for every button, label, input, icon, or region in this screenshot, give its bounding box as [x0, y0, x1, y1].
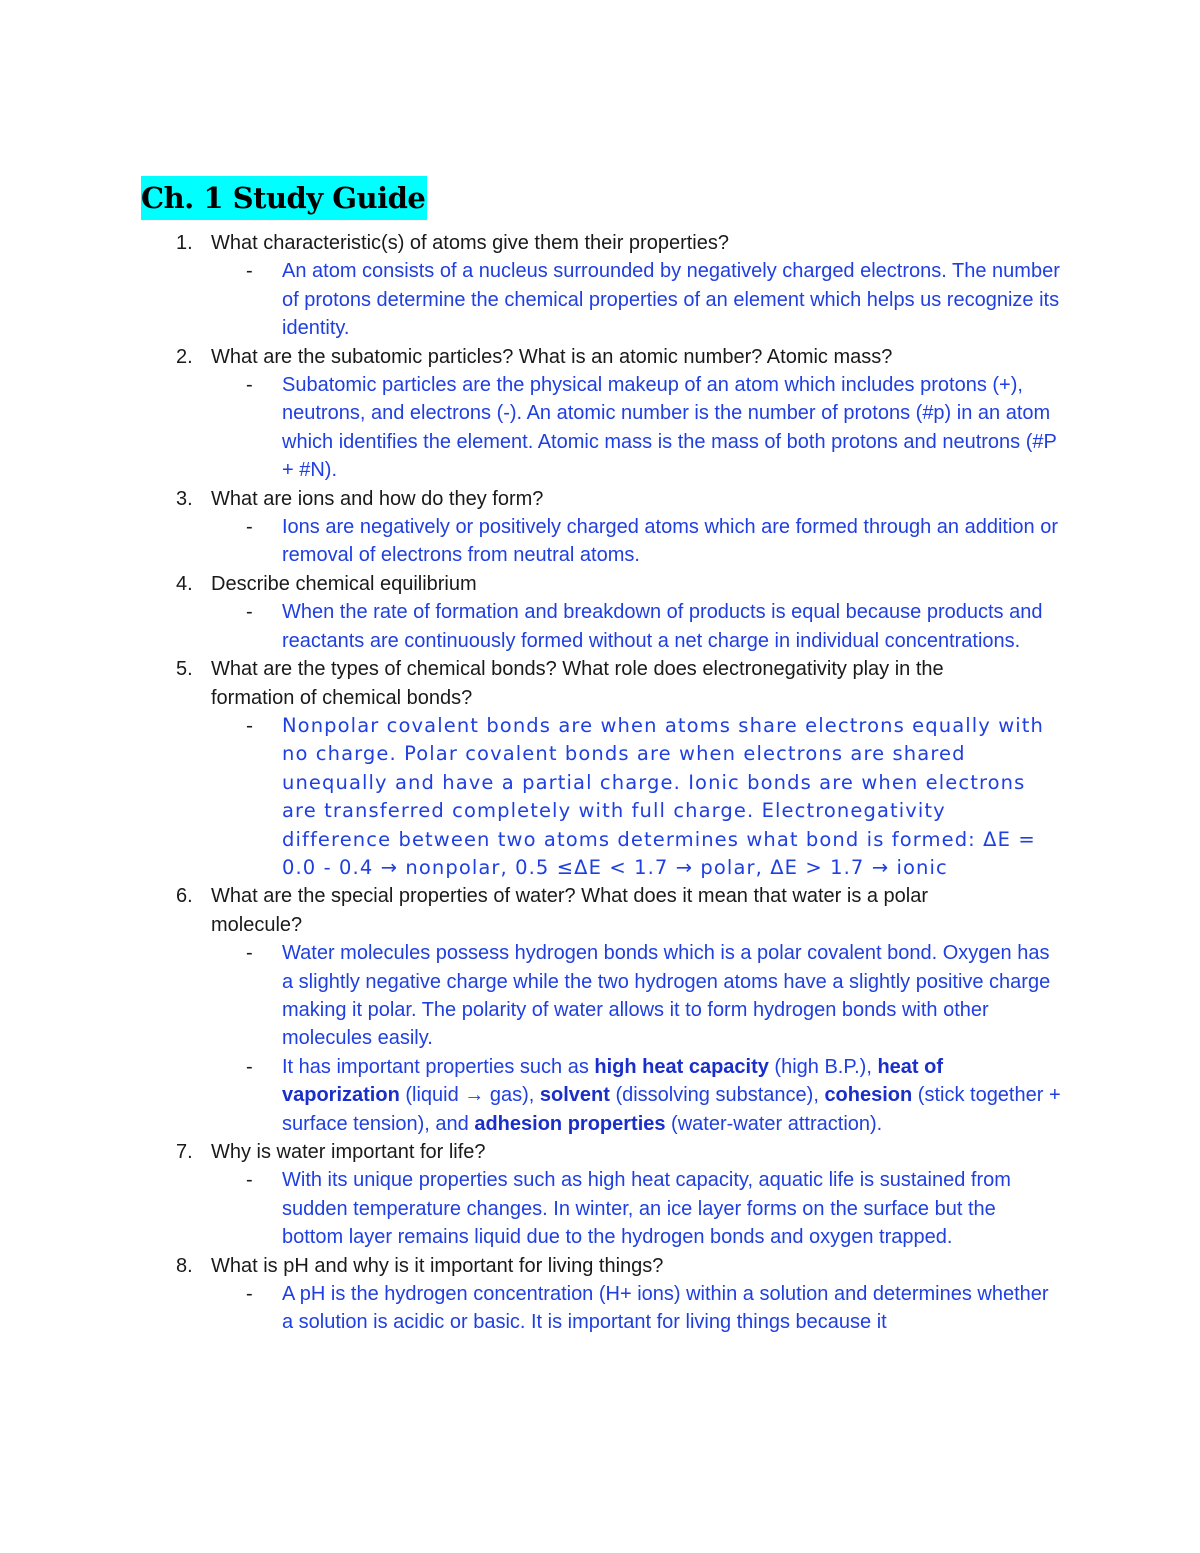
- question-item: [0, 485, 1058, 570]
- keyword-bold: solvent: [539, 1084, 610, 1107]
- question-item: [0, 343, 1057, 485]
- question-item: [0, 570, 1043, 655]
- answer-list: [0, 513, 1200, 570]
- answer-text: An atom consists of a nucleus surrounded by negatively charged electrons. The number of protons determine the chemical properties of an element which helps us recognize its identity.: [282, 260, 1060, 340]
- answer-item: [0, 257, 1062, 342]
- answer-list: [0, 712, 1200, 882]
- question-item: [0, 1138, 1021, 1252]
- keyword-bold: cohesion: [824, 1084, 913, 1107]
- answer-item: [0, 513, 1062, 570]
- answer-text: Nonpolar covalent bonds are when atoms share electrons equally with no charge. Polar covalent bonds are when electrons are shared unequally and have a partial charge. Ionic bonds are when electrons are transferred completely with full charge. Electronegativity difference between two atoms determines what bond is formed: ΔE = 0.0 - 0.4 → nonpolar, 0.5 ≤ΔE < 1.7 → polar, ΔE > 1.7 → ionic: [282, 713, 1044, 879]
- question-text: What are the types of chemical bonds? What role does electronegativity play in the formation of chemical bonds?: [211, 658, 944, 709]
- bullet-dash: -: [246, 1283, 253, 1306]
- question-number: 6.: [176, 885, 193, 908]
- keyword-bold: heat of vaporization: [282, 1055, 944, 1107]
- answer-item: [0, 712, 1062, 882]
- answer-text: Subatomic particles are the physical makeup of an atom which includes protons (+), neutrons, and electrons (-). An atomic number is the number of protons (#p) in an atom which identifies the element. Atomic mass is the mass of both protons and neutrons (#P + #N).: [282, 374, 1057, 482]
- question-item: [0, 882, 1061, 1138]
- answer-list: [0, 939, 1200, 1138]
- question-number: 8.: [176, 1254, 193, 1277]
- answer-list: [0, 1280, 1200, 1337]
- answer-item: [0, 939, 1062, 1053]
- question-text: What are ions and how do they form?: [211, 487, 544, 510]
- bullet-dash: -: [246, 374, 253, 397]
- question-text: What characteristic(s) of atoms give them their properties?: [211, 232, 729, 254]
- answer-list: [0, 1166, 1200, 1251]
- question-number: 4.: [176, 572, 193, 595]
- answer-list: [0, 371, 1200, 485]
- answer-list: [0, 598, 1200, 655]
- question-list: [0, 229, 1200, 1337]
- page-title: Ch. 1 Study Guide: [141, 176, 427, 220]
- answer-text-part: (liquid → gas),: [399, 1084, 540, 1107]
- answer-text-part: It has important properties such as: [282, 1055, 595, 1078]
- answer-item: [0, 598, 1062, 655]
- answer-list: [0, 257, 1200, 342]
- answer-item: [0, 1280, 1062, 1337]
- question-item: [0, 1252, 1049, 1337]
- bullet-dash: -: [246, 601, 253, 624]
- answer-text: Water molecules possess hydrogen bonds which is a polar covalent bond. Oxygen has a slightly negative charge while the two hydrogen atoms have a slightly positive charge making it polar. The polarity of water allows it to form hydrogen bonds with other molecules easily.: [282, 942, 1051, 1050]
- answer-item: [0, 1053, 1062, 1138]
- question-number: 2.: [176, 345, 193, 368]
- answer-text: Ions are negatively or positively charged atoms which are formed through an addition or removal of electrons from neutral atoms.: [282, 516, 1058, 567]
- answer-text: When the rate of formation and breakdown of products is equal because products and reactants are continuously formed without a net charge in individual concentrations.: [282, 601, 1043, 652]
- keyword-bold: adhesion properties: [474, 1112, 666, 1135]
- answer-text-part: (stick together + surface tension), and: [282, 1084, 1061, 1135]
- bullet-dash: -: [246, 942, 253, 965]
- bullet-dash: -: [246, 1055, 253, 1078]
- question-number: 5.: [176, 658, 193, 681]
- question-text: What are the special properties of water? What does it mean that water is a polar molecule?: [211, 885, 929, 936]
- question-number: 3.: [176, 487, 193, 510]
- question-text: What is pH and why is it important for living things?: [211, 1254, 664, 1277]
- question-text: Why is water important for life?: [211, 1141, 486, 1163]
- answer-text-part: (dissolving substance),: [609, 1084, 825, 1107]
- bullet-dash: -: [246, 516, 253, 539]
- question-number: 7.: [176, 1141, 193, 1163]
- question-text: Describe chemical equilibrium: [211, 572, 477, 595]
- answer-text: A pH is the hydrogen concentration (H+ ions) within a solution and determines whether a solution is acidic or basic. It is important for living things because it: [282, 1283, 1049, 1334]
- bullet-dash: -: [246, 260, 253, 283]
- answer-item: [0, 1166, 1062, 1251]
- answer-item: [0, 371, 1062, 485]
- bullet-dash: -: [246, 713, 255, 737]
- answer-text-part: (water-water attraction).: [665, 1112, 883, 1135]
- answer-text-part: (high B.P.),: [768, 1055, 878, 1078]
- question-item: [0, 655, 1044, 882]
- answer-text: With its unique properties such as high heat capacity, aquatic life is sustained from sudden temperature changes. In winter, an ice layer forms on the surface but the bottom layer remains liquid due to the hydrogen bonds and oxygen trapped.: [282, 1169, 1011, 1249]
- question-item: [0, 229, 1060, 343]
- question-number: 1.: [176, 232, 193, 254]
- question-text: What are the subatomic particles? What is an atomic number? Atomic mass?: [211, 345, 893, 368]
- bullet-dash: -: [246, 1169, 253, 1192]
- keyword-bold: high heat capacity: [594, 1055, 769, 1078]
